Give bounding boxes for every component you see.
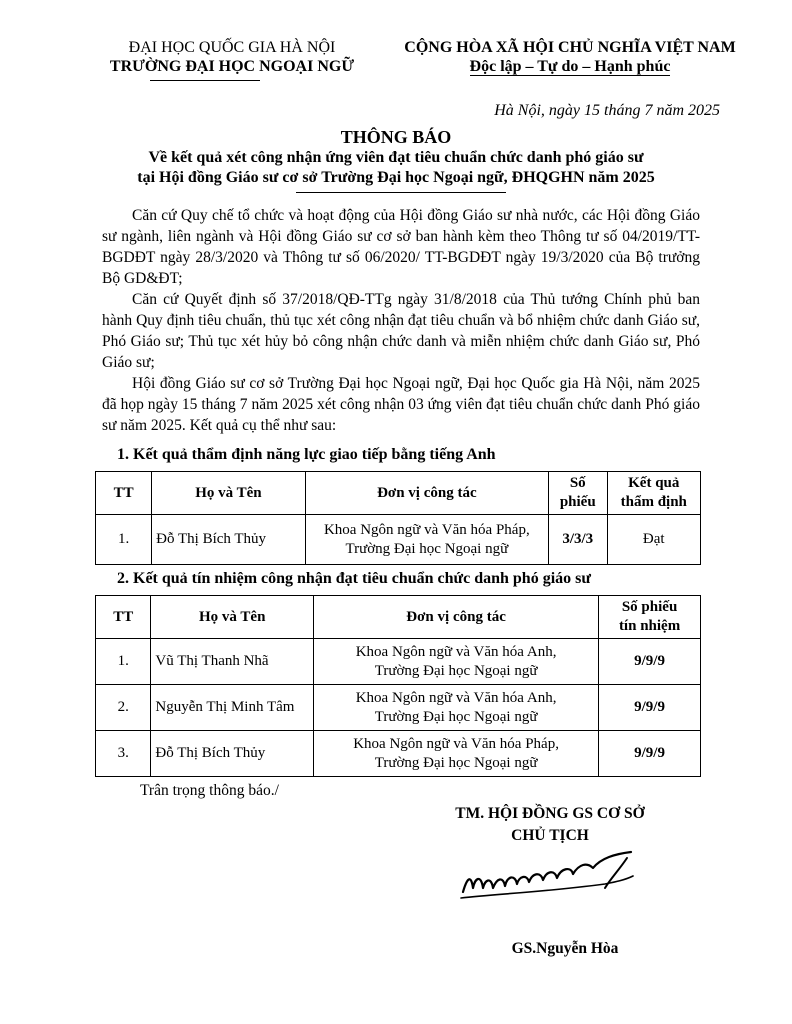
cell-votes: 9/9/9	[599, 639, 701, 685]
cell-tt: 2.	[96, 685, 151, 731]
university-name: ĐẠI HỌC QUỐC GIA HÀ NỘI	[128, 39, 336, 56]
body-text	[102, 205, 700, 436]
document-title: THÔNG BÁO	[340, 127, 452, 147]
col-header-unit: Đơn vị công tác	[305, 472, 548, 515]
cell-name: Đỗ Thị Bích Thủy	[151, 731, 314, 777]
col-header-votes: Số phiếu	[548, 472, 607, 515]
subtitle-line-1: Về kết quả xét công nhận ứng viên đạt tiêu chuẩn chức danh phó giáo sư	[148, 149, 644, 166]
cell-votes: 9/9/9	[599, 685, 701, 731]
cell-result: Đạt	[607, 515, 700, 565]
signatory-role: CHỦ TỊCH	[511, 827, 589, 844]
cell-unit: Khoa Ngôn ngữ và Văn hóa Pháp, Trường Đại học Ngoại ngữ	[314, 731, 599, 777]
section-2-title: 2. Kết quả tín nhiệm công nhận đạt tiêu chuẩn chức danh phó giáo sư	[117, 570, 591, 587]
national-header	[380, 38, 760, 76]
col-header-name: Họ và Tên	[152, 472, 306, 515]
cell-tt: 3.	[96, 731, 151, 777]
closing-remark: Trân trọng thông báo./	[140, 782, 279, 799]
cell-name: Vũ Thị Thanh Nhã	[151, 639, 314, 685]
col-header-result: Kết quả thẩm định	[607, 472, 700, 515]
cell-unit: Khoa Ngôn ngữ và Văn hóa Anh, Trường Đại học Ngoại ngữ	[314, 685, 599, 731]
cell-unit: Khoa Ngôn ngữ và Văn hóa Anh, Trường Đại học Ngoại ngữ	[314, 639, 599, 685]
school-name: TRƯỜNG ĐẠI HỌC NGOẠI NGỮ	[109, 58, 355, 75]
col-header-name: Họ và Tên	[151, 596, 314, 639]
cell-tt: 1.	[96, 515, 152, 565]
table-row	[96, 731, 701, 777]
cell-votes: 9/9/9	[599, 731, 701, 777]
cell-votes: 3/3/3	[548, 515, 607, 565]
col-header-votes: Số phiếu tín nhiệm	[599, 596, 701, 639]
handwritten-signature	[455, 848, 645, 908]
cell-tt: 1.	[96, 639, 151, 685]
paragraph: Căn cứ Quyết định số 37/2018/QĐ-TTg ngày 31/8/2018 của Thủ tướng Chính phủ ban hành Quy định tiêu chuẩn, thủ tục xét công nhận đạt tiêu chuẩn và bổ nhiệm chức danh Giáo sư, Phó Giáo sư; Thủ tục xét hủy bỏ công nhận chức danh và miễn nhiệm chức danh Giáo sư, Phó Giáo sư;	[102, 291, 700, 371]
title-block	[60, 126, 732, 188]
paragraph: Căn cứ Quy chế tổ chức và hoạt động của Hội đồng Giáo sư nhà nước, các Hội đồng Giáo sư ngành, liên ngành và Hội đồng Giáo sư cơ sở ban hành kèm theo Thông tư số 04/2019/TT-BGDĐT ngày 28/3/2020 và Thông tư số 06/2020/ TT-BGDĐT ngày 19/3/2020 của Bộ trưởng Bộ GD&ĐT;	[102, 207, 700, 287]
table-row	[96, 685, 701, 731]
title-divider	[296, 192, 506, 193]
subtitle-line-2: tại Hội đồng Giáo sư cơ sở Trường Đại học Ngoại ngữ, ĐHQGHN năm 2025	[137, 169, 655, 186]
national-motto: Độc lập – Tự do – Hạnh phúc	[469, 58, 671, 75]
cell-name: Nguyễn Thị Minh Tâm	[151, 685, 314, 731]
country-name: CỘNG HÒA XÃ HỘI CHỦ NGHĨA VIỆT NAM	[404, 39, 736, 56]
cell-name: Đỗ Thị Bích Thủy	[152, 515, 306, 565]
table-confidence-vote	[95, 595, 701, 777]
col-header-tt: TT	[96, 596, 151, 639]
cell-unit: Khoa Ngôn ngữ và Văn hóa Pháp, Trường Đại học Ngoại ngữ	[305, 515, 548, 565]
table-row	[96, 515, 701, 565]
paragraph: Hội đồng Giáo sư cơ sở Trường Đại học Ngoại ngữ, Đại học Quốc gia Hà Nội, năm 2025 đã họp ngày 15 tháng 7 năm 2025 xét công nhận 03 ứng viên đạt tiêu chuẩn chức danh Phó giáo sư năm 2025. Kết quả cụ thể như sau:	[102, 375, 700, 434]
signature-block	[400, 803, 700, 847]
issue-date: Hà Nội, ngày 15 tháng 7 năm 2025	[494, 102, 720, 119]
col-header-tt: TT	[96, 472, 152, 515]
table-language-assessment	[95, 471, 701, 565]
section-1-title: 1. Kết quả thẩm định năng lực giao tiếp bằng tiếng Anh	[117, 446, 496, 463]
issuer-header	[82, 38, 382, 76]
signatory-title: TM. HỘI ĐỒNG GS CƠ SỞ	[455, 805, 645, 822]
header-divider	[150, 80, 260, 81]
col-header-unit: Đơn vị công tác	[314, 596, 599, 639]
table-row	[96, 639, 701, 685]
signatory-name: GS.Nguyễn Hòa	[511, 940, 619, 957]
